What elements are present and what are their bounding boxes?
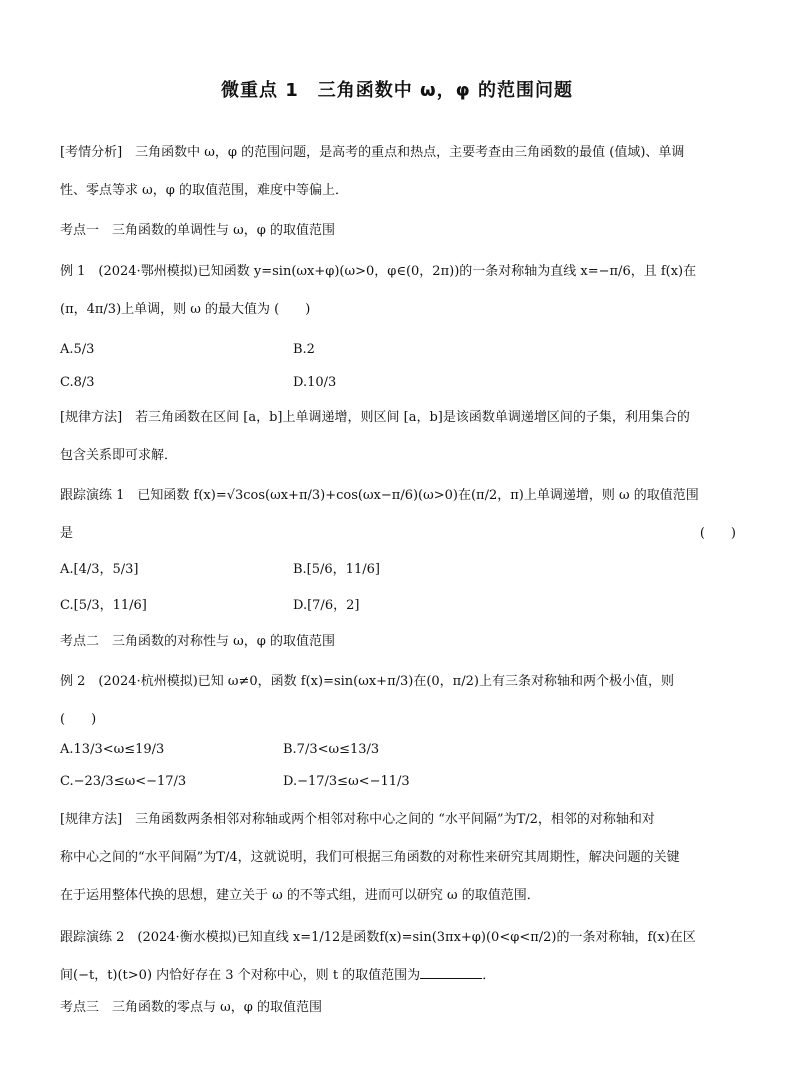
example-2-option-d: D.−17/3≤ω<−11/3 [283, 774, 410, 789]
page-title: 微重点 1 三角函数中 ω，φ 的范围问题 [220, 80, 574, 101]
example-1-option-a: A.5/3 [60, 342, 95, 357]
practice-2-line-2 [60, 964, 495, 986]
example-2-option-c: C.−23/3≤ω<−17/3 [60, 774, 187, 789]
example-1-line-1: 例 1 (2024·鄂州模拟)已知函数 y=sin(ωx+φ)(ω>0，φ∈(0，2π))的一条对称轴为直线 x=−π/6，且 f(x)在 [60, 264, 697, 279]
practice-1-answer-paren: ( ) [699, 526, 736, 541]
practice-2-line-1: 跟踪演练 2 (2024·衡水模拟)已知直线 x=1/12是函数f(x)=sin(3πx+φ)(0<φ<π/2)的一条对称轴，f(x)在区 [60, 930, 696, 945]
example-2-line-2: ( ) [60, 712, 97, 727]
section-1-heading: 考点一 三角函数的单调性与 ω，φ 的取值范围 [60, 223, 335, 238]
example-1-option-d: D.10/3 [293, 375, 337, 390]
example-1-option-c: C.8/3 [60, 375, 95, 390]
method-1-line-2: 包含关系即可求解． [60, 448, 178, 463]
practice-1-option-d: D.[7/6，2] [293, 598, 360, 613]
analysis-line-2: 性、零点等求 ω，φ 的取值范围，难度中等偏上． [60, 183, 348, 198]
section-3-heading: 考点三 三角函数的零点与 ω，φ 的取值范围 [60, 1000, 322, 1015]
example-2-option-a: A.13/3<ω≤19/3 [60, 742, 165, 757]
practice-1-option-a: A.[4/3，5/3] [60, 562, 139, 577]
section-2-heading: 考点二 三角函数的对称性与 ω，φ 的取值范围 [60, 634, 335, 649]
practice-2-line-2-end: ． [482, 968, 496, 983]
practice-1-option-b: B.[5/6，11/6] [293, 562, 380, 577]
method-2-line-1: [规律方法] 三角函数两条相邻对称轴或两个相邻对称中心之间的 “水平间隔”为T/2，相邻的对称轴和对 [60, 812, 655, 827]
method-2-line-2: 称中心之间的“水平间隔”为T/4，这就说明，我们可根据三角函数的对称性来研究其周期性，解决问题的关键 [60, 850, 680, 865]
example-2-option-b: B.7/3<ω≤13/3 [283, 742, 380, 757]
method-1-line-1: [规律方法] 若三角函数在区间 [a，b]上单调递增，则区间 [a，b]是该函数单调递增区间的子集，利用集合的 [60, 410, 690, 425]
example-2-line-1: 例 2 (2024·杭州模拟)已知 ω≠0，函数 f(x)=sin(ωx+π/3)在(0，π/2)上有三条对称轴和两个极小值，则 [60, 674, 674, 689]
method-2-line-3: 在于运用整体代换的思想，建立关于 ω 的不等式组，进而可以研究 ω 的取值范围． [60, 888, 540, 903]
practice-1-line-1: 跟踪演练 1 已知函数 f(x)=√3cos(ωx+π/3)+cos(ωx−π/6)(ω>0)在(π/2，π)上单调递增，则 ω 的取值范围 [60, 488, 699, 503]
practice-1-line-2: 是 [60, 526, 74, 541]
practice-1-option-c: C.[5/3，11/6] [60, 598, 147, 613]
answer-blank [420, 964, 482, 979]
practice-2-line-2-text: 间(−t，t)(t>0) 内恰好存在 3 个对称中心，则 t 的取值范围为 [60, 968, 421, 983]
analysis-line-1: [考情分析] 三角函数中 ω，φ 的范围问题，是高考的重点和热点，主要考查由三角函数的最值 (值域)、单调 [60, 145, 685, 160]
example-1-line-2: (π，4π/3)上单调，则 ω 的最大值为 ( ) [60, 302, 311, 317]
example-1-option-b: B.2 [293, 342, 315, 357]
